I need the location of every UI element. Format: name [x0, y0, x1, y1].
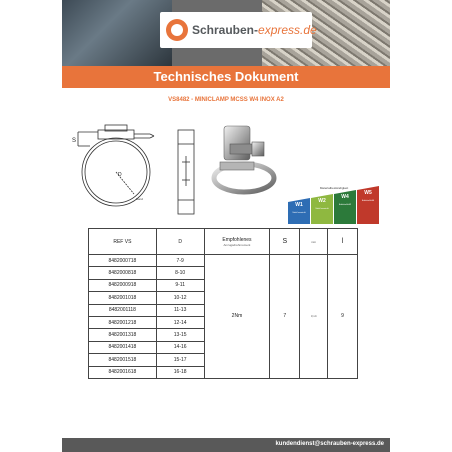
cell-s: 7 [270, 255, 300, 379]
header-ref: REF VS [89, 229, 157, 255]
logo-text-accent: express.de [258, 23, 317, 37]
cell-d: 10-12 [156, 292, 204, 304]
table-header-row [89, 229, 358, 255]
grade-label-w2: W2 [318, 198, 326, 204]
cell-ref: 8482001218 [89, 316, 157, 328]
grade-caption-w5: Edelstahl A4 [361, 200, 375, 202]
cell-torque: 2Nm [204, 255, 270, 379]
footer-bar [62, 438, 390, 452]
cell-ref: 8482000718 [89, 255, 157, 267]
logo-text [192, 23, 317, 37]
grade-caption-w1: Stahl verzinkt [292, 212, 306, 214]
header-mm [300, 229, 328, 255]
cell-ref: 8482001618 [89, 366, 157, 378]
logo-text-main: Schrauben- [192, 23, 259, 37]
header-d: D [156, 229, 204, 255]
cell-ref: 8482001018 [89, 292, 157, 304]
cell-d: 9-11 [156, 279, 204, 291]
header-s: S [270, 229, 300, 255]
banner-title: Technisches Dokument [153, 69, 299, 84]
document-title: VS8482 - MINICLAMP MCSS W4 INOX A2 [168, 97, 284, 103]
grade-label-w5: W5 [364, 190, 372, 196]
header-mm-label: mm [311, 239, 317, 244]
label-d: D [118, 172, 122, 178]
grade-caption-w2: Stahl verzinkt [315, 208, 329, 210]
header-torque [204, 229, 270, 255]
table-row [89, 255, 358, 267]
cell-ref: 8482000818 [89, 267, 157, 279]
cell-d: 7-9 [156, 255, 204, 267]
grade-chart-title: Materialbeständigkeit [319, 186, 349, 190]
cell-d: 14-16 [156, 341, 204, 353]
material-grade-chart [288, 184, 380, 226]
tools-photo [62, 0, 172, 66]
cell-ref: 8482001518 [89, 354, 157, 366]
header-torque-sub: Anzugsdrehmoment [223, 242, 251, 247]
header-l: l [328, 229, 358, 255]
cell-d: 11-13 [156, 304, 204, 316]
grade-label-w4: W4 [341, 194, 349, 200]
cell-ref: 8482001118 [89, 304, 157, 316]
cell-ref: 8482001318 [89, 329, 157, 341]
title-banner [62, 66, 390, 88]
cell-d: 15-17 [156, 354, 204, 366]
grade-caption-w4: Edelstahl A2 [338, 204, 352, 206]
cell-mm [300, 255, 328, 379]
cell-d: 16-18 [156, 366, 204, 378]
cell-ref: 8482001418 [89, 341, 157, 353]
footer-email-link[interactable]: kundendienst@schrauben-express.de [275, 441, 384, 447]
clamp-product-photo [208, 118, 280, 196]
cell-d: 12-14 [156, 316, 204, 328]
clamp-technical-drawing [70, 122, 200, 218]
cell-d: 13-15 [156, 329, 204, 341]
label-s: S [72, 138, 77, 144]
header-torque-label: Empfohlenes [222, 236, 252, 243]
cell-mm-value: 3,x4 [310, 314, 317, 319]
logo-icon [166, 19, 188, 41]
label-band: Band [136, 197, 144, 201]
header-hero-image [62, 0, 390, 66]
cell-l: 9 [328, 255, 358, 379]
spec-table [88, 228, 358, 379]
grade-label-w1: W1 [295, 202, 303, 208]
cell-ref: 8482000918 [89, 279, 157, 291]
cell-d: 8-10 [156, 267, 204, 279]
